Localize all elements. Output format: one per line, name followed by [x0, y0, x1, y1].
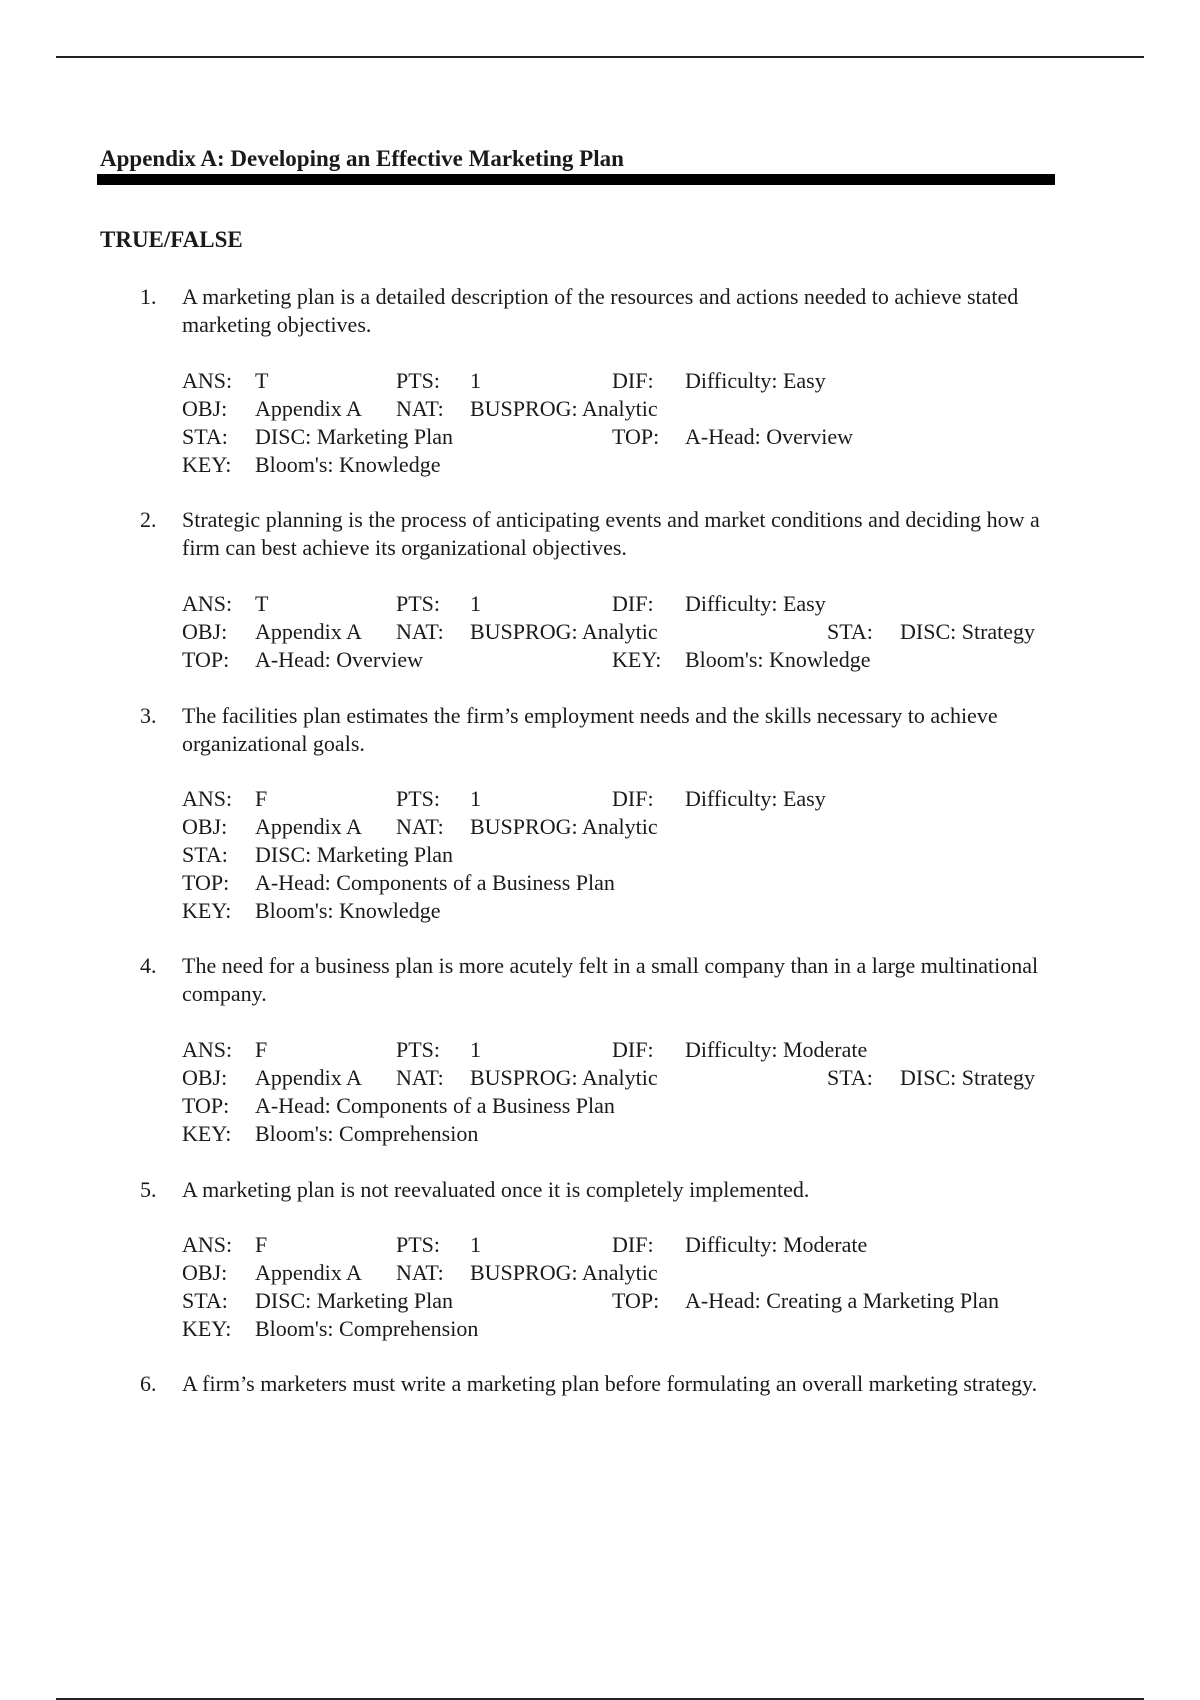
- document-title: Appendix A: Developing an Effective Marketing Plan: [100, 146, 624, 171]
- question-number: 5.: [140, 1177, 157, 1202]
- obj-label: OBJ:: [182, 1260, 228, 1285]
- ans-label: ANS:: [182, 1232, 233, 1257]
- dif-value: Difficulty: Moderate: [685, 1232, 868, 1257]
- top-label: TOP:: [612, 1288, 660, 1313]
- question-number: 2.: [140, 507, 157, 532]
- question-number: 4.: [140, 953, 157, 978]
- pts-label: PTS:: [396, 591, 441, 616]
- key-label: KEY:: [182, 1316, 232, 1341]
- ans-value: T: [255, 591, 269, 616]
- dif-value: Difficulty: Moderate: [685, 1037, 868, 1062]
- nat-value: BUSPROG: Analytic: [470, 1065, 658, 1090]
- sta-value: DISC: Strategy: [900, 619, 1036, 644]
- sta-label: STA:: [827, 1065, 873, 1090]
- section-heading: TRUE/FALSE: [100, 227, 243, 252]
- sta-label: STA:: [182, 842, 228, 867]
- question-text: The facilities plan estimates the firm’s employment needs and the skills necessary to achieve organizational goals.: [182, 703, 998, 756]
- ans-label: ANS:: [182, 786, 233, 811]
- pts-value: 1: [470, 368, 481, 393]
- dif-label: DIF:: [612, 786, 654, 811]
- pts-value: 1: [470, 591, 481, 616]
- top-value: A-Head: Components of a Business Plan: [255, 870, 615, 895]
- obj-label: OBJ:: [182, 814, 228, 839]
- nat-value: BUSPROG: Analytic: [470, 1260, 658, 1285]
- key-label: KEY:: [182, 452, 232, 477]
- ans-value: F: [255, 786, 268, 811]
- key-value: Bloom's: Knowledge: [685, 647, 871, 672]
- pts-value: 1: [470, 1037, 481, 1062]
- pts-label: PTS:: [396, 1037, 441, 1062]
- nat-label: NAT:: [396, 1065, 444, 1090]
- dif-value: Difficulty: Easy: [685, 591, 826, 616]
- dif-label: DIF:: [612, 1232, 654, 1257]
- obj-value: Appendix A: [255, 619, 362, 644]
- key-value: Bloom's: Comprehension: [255, 1316, 479, 1341]
- ans-label: ANS:: [182, 368, 233, 393]
- dif-label: DIF:: [612, 591, 654, 616]
- obj-label: OBJ:: [182, 396, 228, 421]
- obj-value: Appendix A: [255, 814, 362, 839]
- question-text: A marketing plan is not reevaluated once it is completely implemented.: [182, 1177, 810, 1202]
- ans-label: ANS:: [182, 1037, 233, 1062]
- pts-label: PTS:: [396, 1232, 441, 1257]
- nat-value: BUSPROG: Analytic: [470, 396, 658, 421]
- ans-value: T: [255, 368, 269, 393]
- question-text: A firm’s marketers must write a marketing plan before formulating an overall marketing strategy.: [182, 1371, 1038, 1396]
- question-text: Strategic planning is the process of anticipating events and market conditions and deciding how a firm can best achieve its organizational objectives.: [182, 507, 1040, 560]
- pts-value: 1: [470, 1232, 481, 1257]
- pts-value: 1: [470, 786, 481, 811]
- top-label: TOP:: [612, 424, 660, 449]
- top-value: A-Head: Components of a Business Plan: [255, 1093, 615, 1118]
- sta-value: DISC: Marketing Plan: [255, 842, 453, 867]
- question-number: 1.: [140, 284, 157, 309]
- key-label: KEY:: [182, 1121, 232, 1146]
- sta-label: STA:: [827, 619, 873, 644]
- sta-label: STA:: [182, 424, 228, 449]
- question-text: A marketing plan is a detailed description of the resources and actions needed to achieve stated marketing objectives.: [182, 284, 1019, 337]
- sta-value: DISC: Strategy: [900, 1065, 1036, 1090]
- question-text: The need for a business plan is more acutely felt in a small company than in a large multinational company.: [182, 953, 1039, 1006]
- top-value: A-Head: Creating a Marketing Plan: [685, 1288, 1000, 1313]
- top-value: A-Head: Overview: [685, 424, 853, 449]
- top-label: TOP:: [182, 647, 230, 672]
- obj-value: Appendix A: [255, 1065, 362, 1090]
- obj-label: OBJ:: [182, 1065, 228, 1090]
- sta-value: DISC: Marketing Plan: [255, 1288, 453, 1313]
- ans-value: F: [255, 1037, 268, 1062]
- question-number: 3.: [140, 703, 157, 728]
- dif-label: DIF:: [612, 1037, 654, 1062]
- nat-label: NAT:: [396, 1260, 444, 1285]
- ans-label: ANS:: [182, 591, 233, 616]
- obj-label: OBJ:: [182, 619, 228, 644]
- sta-value: DISC: Marketing Plan: [255, 424, 453, 449]
- nat-label: NAT:: [396, 619, 444, 644]
- key-value: Bloom's: Knowledge: [255, 898, 441, 923]
- nat-value: BUSPROG: Analytic: [470, 814, 658, 839]
- key-value: Bloom's: Comprehension: [255, 1121, 479, 1146]
- nat-value: BUSPROG: Analytic: [470, 619, 658, 644]
- top-rule: [56, 56, 1144, 58]
- dif-value: Difficulty: Easy: [685, 368, 826, 393]
- ans-value: F: [255, 1232, 268, 1257]
- top-label: TOP:: [182, 1093, 230, 1118]
- question-number: 6.: [140, 1371, 157, 1396]
- top-value: A-Head: Overview: [255, 647, 423, 672]
- key-label: KEY:: [612, 647, 662, 672]
- key-label: KEY:: [182, 898, 232, 923]
- pts-label: PTS:: [396, 368, 441, 393]
- pts-label: PTS:: [396, 786, 441, 811]
- top-label: TOP:: [182, 870, 230, 895]
- nat-label: NAT:: [396, 396, 444, 421]
- nat-label: NAT:: [396, 814, 444, 839]
- dif-value: Difficulty: Easy: [685, 786, 826, 811]
- obj-value: Appendix A: [255, 396, 362, 421]
- title-underline-bar: [97, 174, 1055, 185]
- sta-label: STA:: [182, 1288, 228, 1313]
- dif-label: DIF:: [612, 368, 654, 393]
- obj-value: Appendix A: [255, 1260, 362, 1285]
- key-value: Bloom's: Knowledge: [255, 452, 441, 477]
